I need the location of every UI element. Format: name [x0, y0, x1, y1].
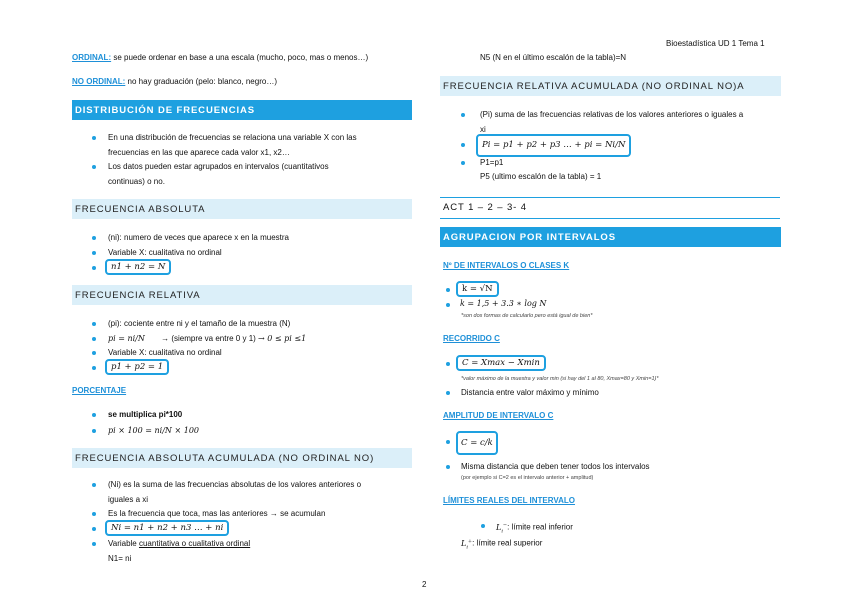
fr-ratio: pi = ni/N — [108, 334, 145, 343]
percentage-title: PORCENTAJE — [72, 386, 127, 395]
amplitud-note: (por ejemplo si C=2 es el intervalo anterior + amplitud) — [461, 475, 594, 481]
limites-inferior-text: : límite real inferior — [507, 522, 573, 532]
faa-bullet-4 — [108, 539, 250, 549]
bullet — [461, 143, 465, 147]
bullet — [92, 136, 96, 140]
bullet — [481, 524, 485, 528]
faa-variable-prefix: Variable — [108, 539, 139, 548]
page-number: 2 — [422, 580, 427, 589]
intervals-log-formula: k = 1,5 + 3.3 ∗ log N — [460, 299, 547, 308]
dist-bullet-2-line-2: continuas) o no. — [108, 177, 165, 186]
intervals-count-title: Nº DE INTERVALOS O CLASES K — [443, 261, 570, 270]
pct-bullet-1: se multiplica pi*100 — [108, 410, 183, 419]
section-distribucion: DISTRIBUCIÓN DE FRECUENCIAS — [72, 100, 412, 120]
bullet — [461, 113, 465, 117]
bullet — [92, 483, 96, 487]
recorrido-note: *valor máximo de la muestra y valor min (si hay del 1 al 80, Xmax=80 y Xmin=1)* — [461, 376, 659, 382]
bullet — [461, 161, 465, 165]
bullet — [446, 391, 450, 395]
fra-bullet-1-line-2: xi — [480, 125, 486, 134]
bullet — [92, 251, 96, 255]
bullet — [446, 288, 450, 292]
faa-n1: N1= ni — [108, 554, 132, 563]
no-ordinal-text: no hay graduación (pelo: blanco, negro…) — [125, 77, 277, 86]
dist-bullet-2-line-1: Los datos pueden estar agrupados en intervalos (cuantitativos — [108, 162, 329, 171]
fr-range-math: → 0 ≤ pi ≤1 — [258, 334, 307, 343]
ordinal-text: se puede ordenar en base a una escala (mucho, poco, mas o menos…) — [111, 53, 369, 62]
section-frecuencia-relativa: FRECUENCIA RELATIVA — [72, 285, 412, 305]
ordinal-definition — [72, 53, 368, 63]
faa-bullet-1-line-2: iguales a xi — [108, 495, 149, 504]
no-ordinal-definition — [72, 77, 277, 87]
fa-formula: n1 + n2 = N — [105, 259, 171, 275]
bullet — [92, 322, 96, 326]
section-frecuencia-absoluta-acumulada: FRECUENCIA ABSOLUTA ACUMULADA (NO ORDINAL NO) — [72, 448, 412, 468]
fr-range-text: → (siempre va entre 0 y 1) — [161, 334, 256, 343]
fr-bullet-1: (pi): cociente entre ni y el tamaño de la muestra (N) — [108, 319, 291, 328]
limites-superior-text: : límite real superior — [472, 538, 543, 548]
ordinal-label: ORDINAL: — [72, 53, 112, 62]
bullet — [92, 165, 96, 169]
bullet — [92, 413, 96, 417]
fra-formula: Pi = p1 + p2 + p3 … + pi = Ni/N — [476, 134, 631, 157]
faa-bullet-2: Es la frecuencia que toca, mas las anteriores → se acumulan — [108, 509, 326, 518]
fra-p5: P5 (ultimo escalón de la tabla) = 1 — [480, 172, 602, 181]
bullet — [92, 542, 96, 546]
faa-bullet-1-line-1: (Ni) es la suma de las frecuencias absolutas de los valores anteriores o — [108, 480, 362, 489]
dist-bullet-1-line-1: En una distribución de frecuencias se relaciona una variable X con las — [108, 133, 357, 142]
amplitud-bullet-2: Misma distancia que deben tener todos los intervalos — [461, 462, 650, 471]
bullet — [92, 266, 96, 270]
bullet — [92, 366, 96, 370]
recorrido-formula: C = Xmax − Xmin — [456, 355, 546, 371]
act-title: ACT 1 – 2 – 3- 4 — [443, 202, 527, 213]
bullet — [92, 337, 96, 341]
no-ordinal-label: NO ORDINAL: — [72, 77, 126, 86]
fa-bullet-1: (ni): numero de veces que aparece x en la muestra — [108, 233, 289, 242]
section-frecuencia-relativa-acumulada: FRECUENCIA RELATIVA ACUMULADA (NO ORDINAL NO)A — [440, 76, 781, 96]
pct-bullet-2: pi × 100 = ni/N × 100 — [108, 426, 199, 435]
bullet — [446, 465, 450, 469]
section-frecuencia-absoluta: FRECUENCIA ABSOLUTA — [72, 199, 412, 219]
act-box — [440, 197, 780, 219]
bullet — [446, 440, 450, 444]
n5-line: N5 (N en el último escalón de la tabla)=N — [480, 53, 627, 62]
bullet — [446, 362, 450, 366]
intervals-note: *son dos formas de calcularlo pero está igual de bien* — [461, 313, 593, 319]
limites-title: LÍMITES REALES DEL INTERVALO — [443, 496, 576, 505]
section-agrupacion: AGRUPACION POR INTERVALOS — [440, 227, 781, 247]
faa-formula: Ni = n1 + n2 + n3 … + ni — [105, 520, 229, 536]
bullet — [92, 351, 96, 355]
intervals-sqrt-formula: k = √N — [456, 281, 499, 297]
fr-formula: p1 + p2 = 1 — [105, 359, 169, 375]
bullet — [92, 512, 96, 516]
amplitud-title: AMPLITUD DE INTERVALO C — [443, 411, 554, 420]
recorrido-bullet-2: Distancia entre valor máximo y mínimo — [461, 388, 599, 397]
fr-bullet-2 — [108, 334, 306, 344]
bullet — [92, 429, 96, 433]
course-header: Bioestadística UD 1 Tema 1 — [666, 39, 765, 48]
fra-bullet-1-line-1: (Pi) suma de las frecuencias relativas de los valores anteriores o iguales a — [480, 110, 744, 119]
limites-bullet-1: $L_i^-$: límite real inferior — [496, 522, 573, 535]
amplitud-formula: C = c/k — [456, 431, 498, 455]
fra-bullet-3: P1=p1 — [480, 158, 504, 167]
bullet — [92, 236, 96, 240]
limites-bullet-2: $L_i^+$: límite real superior — [461, 538, 543, 551]
bullet — [446, 303, 450, 307]
faa-variable-type: cuantitativa o cualitativa ordinal — [138, 539, 251, 548]
recorrido-title: RECORRIDO C — [443, 334, 500, 343]
bullet — [92, 527, 96, 531]
dist-bullet-1-line-2: frecuencias en las que aparece cada valor x1, x2… — [108, 148, 290, 157]
fa-bullet-2: Variable X: cualitativa no ordinal — [108, 248, 222, 257]
fr-bullet-3: Variable X: cualitativa no ordinal — [108, 348, 222, 357]
